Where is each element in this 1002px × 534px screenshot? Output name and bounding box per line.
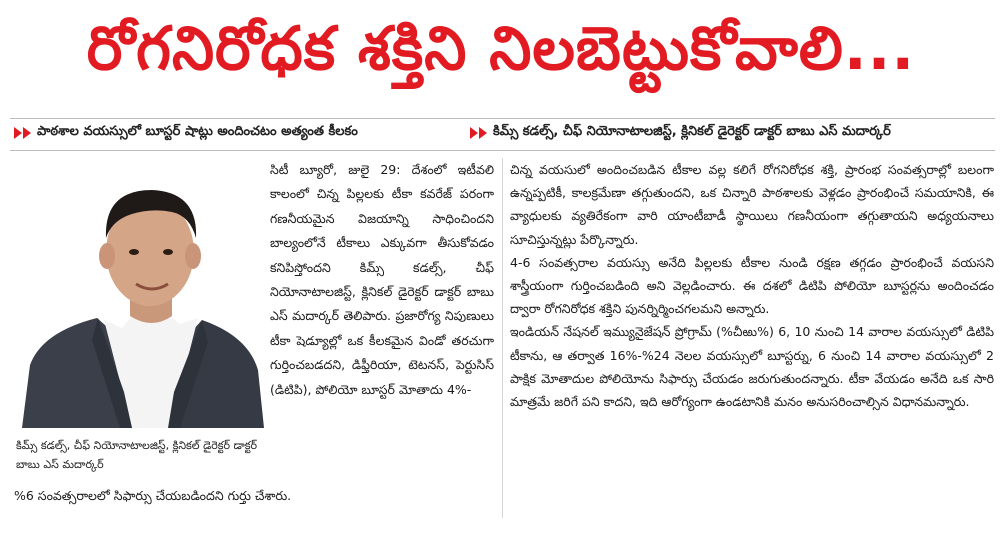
divider xyxy=(10,150,995,151)
doctor-photo xyxy=(12,160,264,428)
article-left-bottom: %6 సంవత్సరాలలో సిఫార్సు చేయబడిందని గుర్తు చేశారు. xyxy=(14,488,292,503)
divider xyxy=(10,118,995,119)
article-paragraph: ఇండియన్ నేషనల్ ఇమ్యునైజేషన్ ప్రోగ్రామ్ (%చీఱు%) 6, 10 నుంచి 14 వారాల వయస్సులో డిటిపి టీకాను, ఆ తర్వాత 16%-%24 నెలల వయస్సులో బూస్టర్ను, 6 నుంచి 14 వారాల వయస్సులో 2 పాక్షిక మోతాదుల పోలియోను సిఫార్సు చేయడం జరుగుతుందన్నారు. టీకా వేయడం అనేది ఒక సారి మాత్రమే జరిగే పని కాదని, ఇది ఆరోగ్యంగా ఉండటానికి మనం అనుసరించాల్సిన విధానమన్నారు. xyxy=(510,324,994,410)
subhead-right-text: కిమ్స్ కడల్స్, చీఫ్ నియోనాటాలజిస్ట్, క్లినికల్ డైరెక్టర్ డాక్టర్ బాబు ఎస్ మదార్కర్ xyxy=(493,124,891,139)
double-arrow-icon xyxy=(470,127,487,139)
article-paragraph: చిన్న వయసులో అందించబడిన టీకాల వల్ల కలిగే రోగనిరోధక శక్తి, ప్రారంభ సంవత్సరాల్లో బలంగా ఉన్నప్పటికీ, కాలక్రమేణా తగ్గుతుందని, ఒక చిన్నారి పాఠశాలకు వెళ్లడం ప్రారంభించే సమయానికి, ఈ వ్యాధులకు వ్యతిరేకంగా వారి యాంటీబాడీ స్థాయిలు గణనీయంగా తగ్గుతాయని అధ్యయనాలు సూచిస్తున్నట్లు పేర్కొన్నారు. xyxy=(510,162,994,247)
article-left-column: సిటీ బ్యూరో, జులై 29: దేశంలో ఇటీవలి కాలంలో చిన్న పిల్లలకు టీకా కవరేజ్ పరంగా గణనీయమైన విజయాన్ని సాధించిందని బాల్యంలోనే టీకాలు ఎక్కువగా తీసుకోవడం కనిపిస్తోందని కిమ్స్ కడల్స్, చీఫ్ నియోనాటాలజిస్ట్, క్లినికల్ డైరెక్టర్ డాక్టర్ బాబు ఎస్ మదార్కర్ తెలిపారు. ప్రజారోగ్య నిపుణులు టీకా షెడ్యూల్లో ఒక కీలకమైన విండో తరచుగా గుర్తించబడదని, డిఫ్తీరియా, టెటనస్, పెర్టుసిస్ (డిటిపి), పోలియో బూస్టర్ మోతాదు 4%- xyxy=(270,162,494,397)
headline: రోగనిరోధక శక్తిని నిలబెట్టుకోవాలి... xyxy=(86,14,916,84)
photo-caption: కిమ్స్ కడల్స్, చీఫ్ నియోనాటాలజిస్ట్, క్లినికల్ డైరెక్టర్ డాక్టర్ బాబు ఎస్ మదార్కర్ xyxy=(16,439,258,471)
article-paragraph: 4-6 సంవత్సరాల వయస్సు అనేది పిల్లలకు టీకాల నుండి రక్షణ తగ్గడం ప్రారంభించే వయసని శాస్త్రీయంగా గుర్తించబడింది అని వెల్లడించారు. ఈ దశలో డిటిపి పోలియో బూస్టర్లను అందించడం ద్వారా రోగనిరోధక శక్తిని పునర్నిర్మించగలమని అన్నారు. xyxy=(510,254,994,317)
double-arrow-icon xyxy=(14,127,31,139)
person-portrait-icon xyxy=(12,160,264,428)
article-right-column xyxy=(510,158,994,413)
subhead-right xyxy=(470,122,995,144)
subhead-left xyxy=(14,122,466,144)
subhead-left-text: పాఠశాల వయస్సులో బూస్టర్ షాట్లు అందించటం అత్యంత కీలకం xyxy=(37,124,358,139)
column-divider xyxy=(502,158,503,518)
